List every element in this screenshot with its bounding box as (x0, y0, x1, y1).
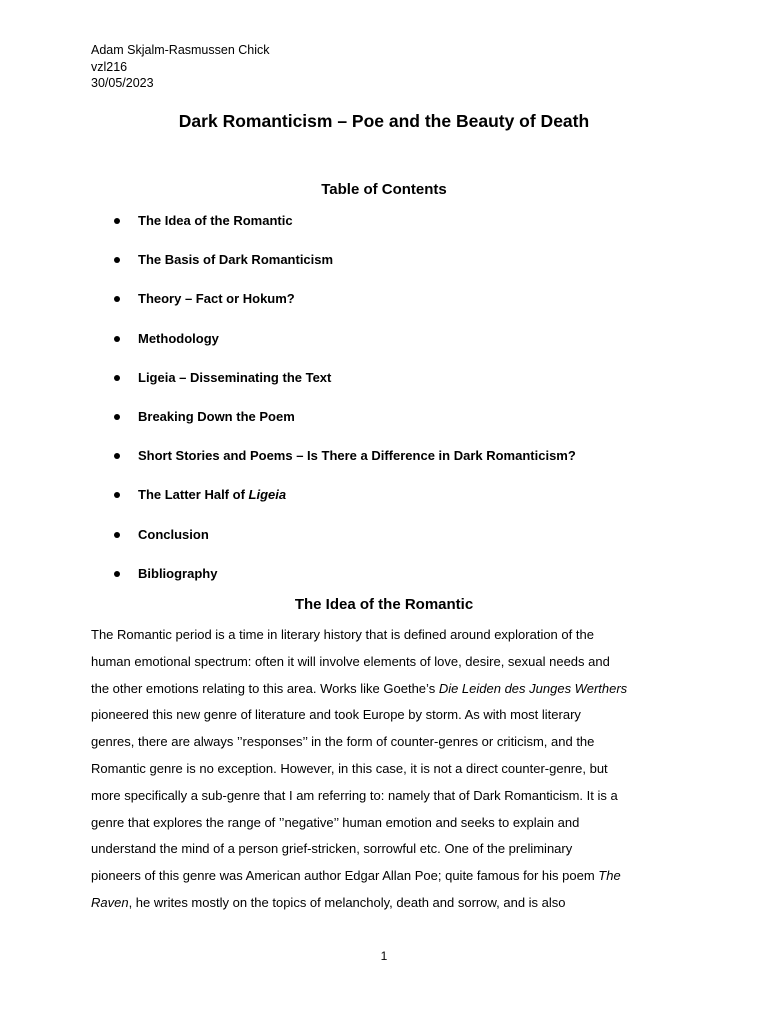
toc-item-label: Theory – Fact or Hokum? (138, 291, 295, 307)
body-text-run: genres, there are always ’’responses’’ in the form of counter-genres or criticism, and the (91, 734, 595, 750)
bullet-icon (114, 218, 120, 224)
bullet-icon (114, 492, 120, 498)
body-text-run: more specifically a sub-genre that I am referring to: namely that of Dark Romanticism. It is a (91, 787, 618, 803)
italic-title-text: Raven (91, 894, 129, 910)
body-text-line (91, 838, 691, 865)
bullet-icon (114, 453, 120, 459)
body-text-line (91, 678, 691, 705)
body-text-line (91, 731, 691, 758)
bullet-icon (114, 532, 120, 538)
body-text-run: genre that explores the range of ’’negative’’ human emotion and seeks to explain and (91, 814, 580, 830)
toc-item-label: The Idea of the Romantic (138, 213, 293, 228)
toc-item-label: Short Stories and Poems – Is There a Difference in Dark Romanticism? (138, 448, 576, 464)
body-text-line (91, 651, 691, 678)
body-text-run: , he writes mostly on the topics of melancholy, death and sorrow, and is also (128, 894, 566, 910)
document-date: 30/05/2023 (91, 76, 154, 90)
toc-heading: Table of Contents (321, 181, 447, 198)
italic-title-text: The (598, 868, 621, 884)
body-text-line (91, 785, 691, 812)
section-body (91, 624, 691, 919)
italic-title-text: Die Leiden des Junges Werthers (438, 680, 628, 696)
body-text-line (91, 624, 691, 651)
student-id: vzl216 (91, 59, 128, 74)
body-text-run: human emotional spectrum: often it will involve elements of love, desire, sexual needs and (91, 653, 610, 669)
section-heading: The Idea of the Romantic (294, 596, 474, 613)
body-text-line (91, 758, 691, 785)
body-text-run: The Romantic period is a time in literary history that is defined around exploration of the (91, 627, 594, 642)
body-text-line (91, 865, 691, 892)
body-text-run: the other emotions relating to this area. Works like Goethe’s (91, 680, 439, 696)
toc-item-label: The Basis of Dark Romanticism (138, 252, 334, 268)
bullet-icon (114, 571, 120, 577)
author-name: Adam Skjalm-Rasmussen Chick (91, 43, 270, 57)
author-block (91, 42, 270, 92)
body-text-run: pioneered this new genre of literature and took Europe by storm. As with most literary (91, 707, 581, 723)
body-text-run: understand the mind of a person grief-stricken, sorrowful etc. One of the preliminary (91, 841, 573, 857)
bullet-icon (114, 257, 120, 263)
bullet-icon (114, 296, 120, 302)
toc-item-label: The Latter Half of Ligeia (138, 487, 287, 503)
body-text-run: Romantic genre is no exception. However, in this case, it is not a direct counter-genre, but (91, 760, 608, 776)
body-text-line (91, 892, 691, 919)
toc-item-label: Ligeia – Disseminating the Text (138, 369, 332, 385)
bullet-icon (114, 375, 120, 381)
toc-item-label: Methodology (138, 330, 219, 346)
body-text-run: pioneers of this genre was American author Edgar Allan Poe; quite famous for his poem (91, 868, 599, 884)
document-title: Dark Romanticism – Poe and the Beauty of Death (178, 111, 590, 131)
toc-item-label: Breaking Down the Poem (138, 408, 295, 424)
bullet-icon (114, 414, 120, 420)
body-text-line (91, 704, 691, 731)
page-number: 1 (380, 949, 388, 963)
bullet-icon (114, 336, 120, 342)
toc-item-label: Conclusion (138, 526, 209, 542)
toc-item-label: Bibliography (138, 565, 218, 581)
body-text-line (91, 812, 691, 839)
